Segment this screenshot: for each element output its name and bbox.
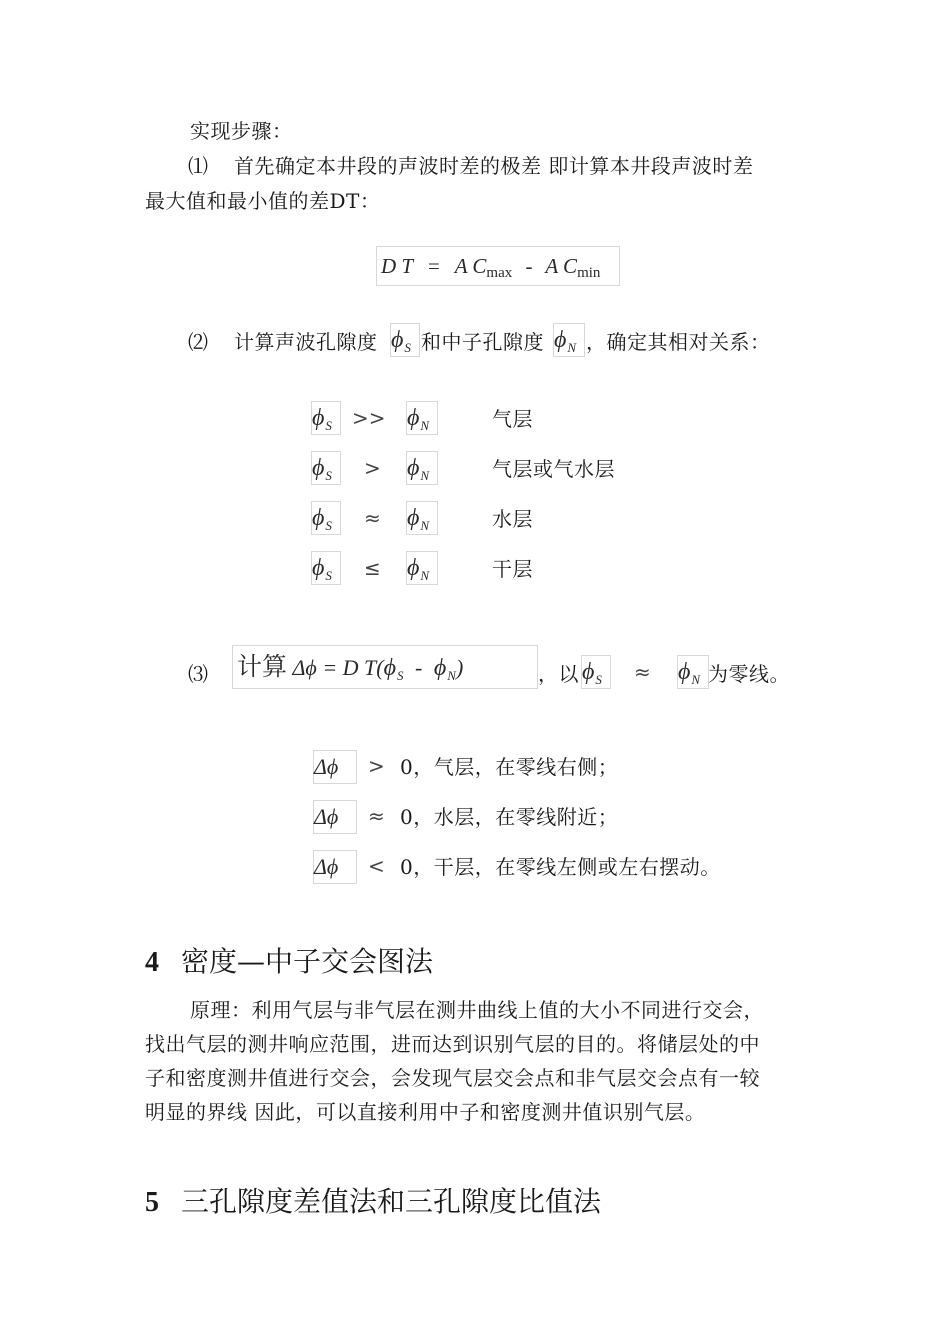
delta-rule-operator: < bbox=[368, 854, 385, 878]
step2-text-b: 和中子孔隙度 bbox=[421, 330, 544, 354]
ac-min-symbol: A C bbox=[545, 254, 578, 278]
phi-n-symbol: $\phi_N$ bbox=[406, 501, 438, 535]
step1-line1: 首先确定本井段的声波时差的极差 即计算本井段声波时差 bbox=[234, 154, 754, 178]
delta-rule-text: 0，干层，在零线左侧或左右摆动。 bbox=[400, 855, 721, 879]
delta-phi-symbol: Δϕ bbox=[313, 850, 357, 884]
relation-operator: >> bbox=[352, 406, 386, 430]
section-4-line-1: 原理：利用气层与非气层在测井曲线上值的大小不同进行交会， bbox=[190, 998, 764, 1022]
dt-lhs: D T bbox=[381, 254, 413, 278]
dt-formula bbox=[376, 246, 620, 286]
phi-n-symbol: $\phi_N$ bbox=[406, 451, 438, 485]
relation-result: 干层 bbox=[492, 557, 533, 581]
delta-phi-symbol: Δϕ bbox=[313, 800, 357, 834]
intro-text: 实现步骤： bbox=[190, 119, 293, 143]
formula-body: Δϕ = D T( bbox=[292, 655, 384, 680]
phi-s-inline: $\phi_S$ bbox=[581, 655, 611, 689]
section-4-line-4: 明显的界线 因此，可以直接利用中子和密度测井值识别气层。 bbox=[145, 1100, 706, 1124]
delta-phi-formula: 计算 Δϕ = D $T(\phi_S - \phi_N)$ bbox=[232, 645, 538, 689]
phi-s-symbol: $\phi_S$ bbox=[311, 401, 341, 435]
delta-phi-symbol: Δϕ bbox=[313, 750, 357, 784]
min-subscript: min bbox=[577, 265, 601, 281]
phi-s-symbol: $\phi_S$ bbox=[311, 551, 341, 585]
relation-result: 气层 bbox=[492, 407, 533, 431]
step1-number: ⑴ bbox=[188, 154, 209, 178]
step2-text-a: 计算声波孔隙度 bbox=[234, 330, 378, 354]
delta-rule-text: 0，水层，在零线附近； bbox=[400, 805, 619, 829]
step3-text-b: 为零线。 bbox=[708, 662, 790, 686]
section-4-number: 4 bbox=[145, 947, 159, 978]
relation-operator: > bbox=[364, 456, 381, 480]
ac-max-symbol: A C bbox=[454, 254, 487, 278]
dt-minus: - bbox=[525, 254, 533, 278]
relation-operator: ≈ bbox=[364, 506, 381, 530]
relation-result: 气层或气水层 bbox=[492, 457, 615, 481]
section-5-title: 三孔隙度差值法和三孔隙度比值法 bbox=[181, 1185, 602, 1218]
step2-number: ⑵ bbox=[188, 330, 209, 354]
phi-n-symbol: $\phi_N$ bbox=[406, 551, 438, 585]
phi-s-inline: $\phi_S$ bbox=[390, 323, 420, 357]
phi-n-inline: $\phi_N$ bbox=[553, 323, 585, 357]
delta-rule-operator: ≈ bbox=[368, 804, 385, 828]
relation-operator: ≤ bbox=[364, 556, 381, 580]
phi-n-inline: $\phi_N$ bbox=[677, 655, 709, 689]
section-5-number: 5 bbox=[145, 1187, 159, 1218]
relation-result: 水层 bbox=[492, 507, 533, 531]
delta-rule-text: 0，气层，在零线右侧； bbox=[400, 755, 619, 779]
section-4-title: 密度—中子交会图法 bbox=[181, 945, 434, 978]
section-4-line-3: 子和密度测井值进行交会，会发现气层交会点和非气层交会点有一较 bbox=[145, 1066, 760, 1090]
formula-prefix: 计算 bbox=[237, 652, 288, 681]
step2-text-c: ，确定其相对关系： bbox=[586, 330, 771, 354]
section-4-heading bbox=[145, 940, 433, 980]
phi-n-symbol: $\phi_N$ bbox=[406, 401, 438, 435]
step3-text-a: ，以 bbox=[538, 662, 579, 686]
max-subscript: max bbox=[486, 265, 513, 281]
section-5-heading bbox=[145, 1180, 601, 1220]
approx-operator: ≈ bbox=[634, 660, 651, 684]
dt-equals: = bbox=[427, 254, 440, 278]
phi-s-symbol: $\phi_S$ bbox=[311, 451, 341, 485]
phi-s-symbol: $\phi_S$ bbox=[311, 501, 341, 535]
step1-line2: 最大值和最小值的差DT： bbox=[145, 189, 381, 213]
delta-rule-operator: > bbox=[368, 754, 385, 778]
step3-number: ⑶ bbox=[188, 662, 209, 686]
formula-close: ) bbox=[455, 655, 464, 680]
formula-minus: - bbox=[415, 655, 423, 680]
section-4-line-2: 找出气层的测井响应范围，进而达到识别气层的目的。将储层处的中 bbox=[145, 1032, 760, 1056]
